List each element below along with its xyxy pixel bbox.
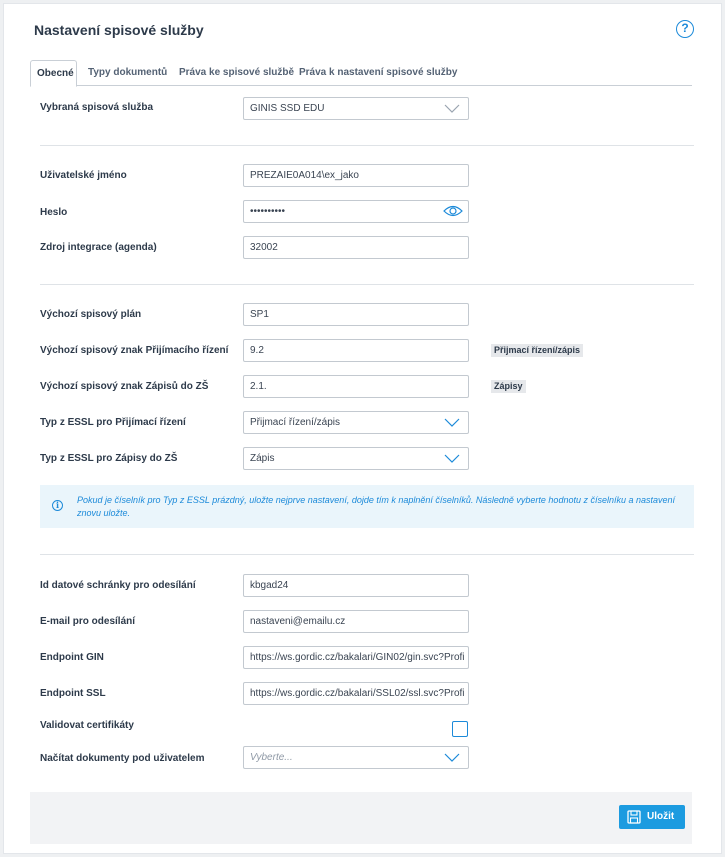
service-select-value: GINIS SSD EDU [250,103,325,114]
tab-bar [30,60,692,86]
admission-sign-input[interactable]: 9.2 [243,339,469,362]
tab-general[interactable]: Obecné [30,60,77,87]
divider [40,284,694,285]
validate-checkbox[interactable] [452,721,468,737]
help-icon[interactable]: ? [676,20,694,38]
admission-sign-label: Výchozí spisový znak Přijímacího řízení [40,345,229,356]
type-admission-select[interactable] [243,411,469,434]
plan-input[interactable]: SP1 [243,303,469,326]
chevron-down-icon [444,102,460,114]
load-label: Načítat dokumenty pod uživatelem [40,753,205,764]
admission-sign-badge: Přijmací řízení/zápis [491,344,583,357]
service-select[interactable] [243,97,469,120]
info-box [40,485,694,528]
validate-label: Validovat certifikáty [40,720,134,731]
load-select[interactable] [243,746,469,769]
source-input[interactable]: 32002 [243,236,469,259]
tab-document-types[interactable]: Typy dokumentů [88,67,168,78]
plan-label: Výchozí spisový plán [40,309,142,320]
type-enroll-value: Zápis [250,453,275,464]
password-label: Heslo [40,207,68,218]
info-text: Pokud je číselník pro Typ z ESSL prázdný, uložte nejprve nastavení, dojde tím k naplnění číselníků. Následně vyberte hodnotu z číselníku a nastavení znovu uložte. [77,495,676,518]
password-input[interactable] [243,200,469,223]
enroll-sign-input[interactable]: 2.1. [243,375,469,398]
type-enroll-select[interactable] [243,447,469,470]
chevron-down-icon [444,751,460,763]
type-admission-label: Typ z ESSL pro Přijímací řízení [40,417,186,428]
databox-input[interactable]: kbgad24 [243,574,469,597]
divider [40,145,694,146]
save-button-label: Uložit [647,811,675,822]
databox-label: Id datové schránky pro odesílání [40,580,196,591]
tab-settings-rights[interactable]: Práva k nastavení spisové služby [299,67,458,78]
email-label: E-mail pro odesílání [40,616,136,627]
divider [40,554,694,555]
floppy-disk-icon [627,810,641,824]
email-input[interactable]: nastaveni@emailu.cz [243,610,469,633]
username-input[interactable]: PREZAIE0A014\ex_jako [243,164,469,187]
gin-label: Endpoint GIN [40,652,104,663]
enroll-sign-label: Výchozí spisový znak Zápisů do ZŠ [40,381,209,392]
type-enroll-label: Typ z ESSL pro Zápisy do ZŠ [40,453,178,464]
type-admission-value: Přijmací řízení/zápis [250,417,341,428]
enroll-sign-badge: Zápisy [491,380,526,393]
tab-service-rights[interactable]: Práva ke spisové službě [179,67,295,78]
password-value: •••••••••• [250,206,286,217]
service-label: Vybraná spisová služba [40,102,154,113]
username-label: Uživatelské jméno [40,170,127,181]
save-button[interactable] [619,805,685,829]
chevron-down-icon [444,452,460,464]
page-title: Nastavení spisové služby [34,22,204,38]
ssl-input[interactable]: https://ws.gordic.cz/bakalari/SSL02/ssl.svc?Profi [243,682,469,705]
load-select-placeholder: Vyberte... [250,752,293,763]
footer-bar [30,792,692,844]
ssl-label: Endpoint SSL [40,688,106,699]
info-icon: i [52,500,63,511]
settings-panel [3,3,722,854]
gin-input[interactable]: https://ws.gordic.cz/bakalari/GIN02/gin.svc?Profi [243,646,469,669]
chevron-down-icon [444,416,460,428]
source-label: Zdroj integrace (agenda) [40,242,157,253]
eye-icon[interactable] [443,204,463,218]
